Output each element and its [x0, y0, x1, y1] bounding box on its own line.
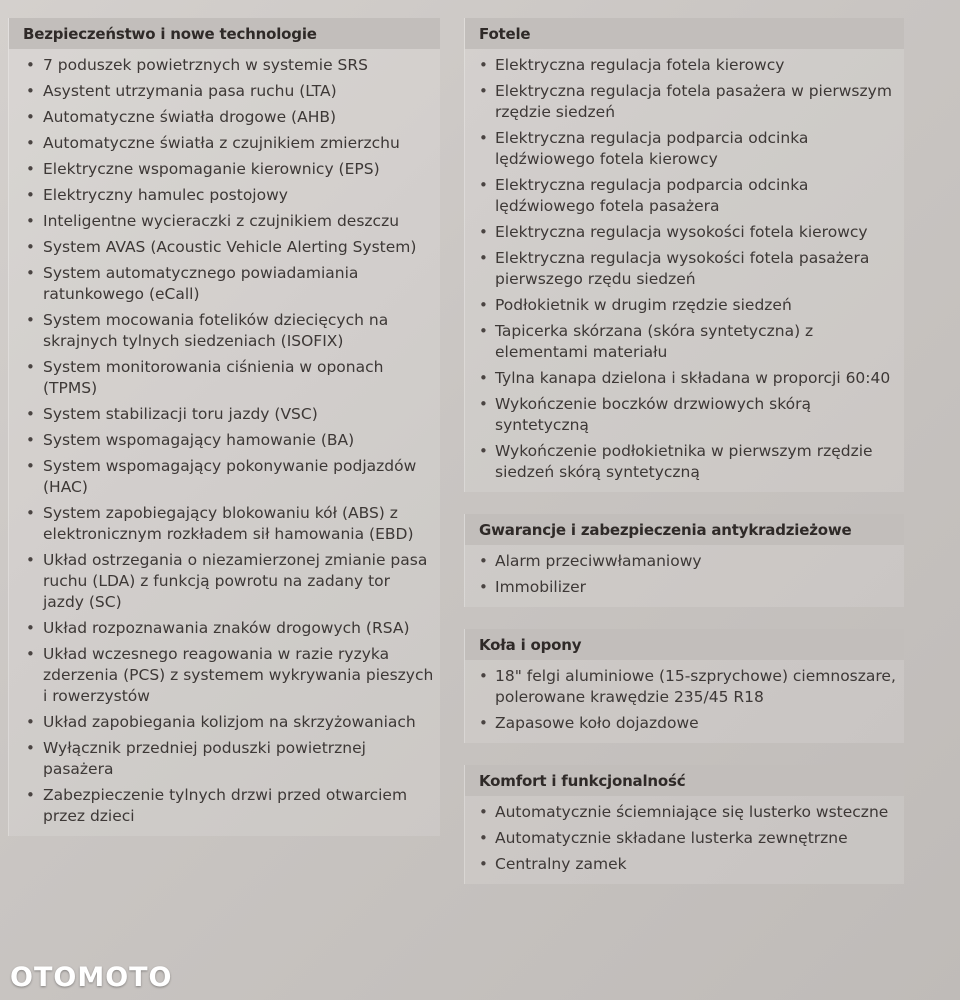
list-item: • Automatyczne światła drogowe (AHB) [9, 105, 440, 131]
list-item: • Automatycznie ściemniające się lusterko wsteczne [465, 800, 904, 826]
list-item: • Inteligentne wycieraczki z czujnikiem deszczu [9, 209, 440, 235]
list-item: • 18" felgi aluminiowe (15-szprychowe) ciemnoszare, polerowane krawędzie 235/45 R18 [465, 664, 904, 711]
list-item: • Tylna kanapa dzielona i składana w proporcji 60:40 [465, 366, 904, 392]
section-wheels [464, 629, 904, 743]
list-item: • Układ zapobiegania kolizjom na skrzyżowaniach [9, 710, 440, 736]
list-item: • Układ ostrzegania o niezamierzonej zmianie pasa ruchu (LDA) z funkcją powrotu na zadany tor jazdy (SC) [9, 548, 440, 616]
list-item: • System zapobiegający blokowaniu kół (ABS) z elektronicznym rozkładem sił hamowania (EBD) [9, 501, 440, 548]
section-safety [8, 18, 440, 836]
left-column [8, 18, 440, 858]
list-item: • Elektryczna regulacja podparcia odcinka lędźwiowego fotela kierowcy [465, 126, 904, 173]
section-title-security: Gwarancje i zabezpieczenia antykradzieżowe [465, 514, 904, 545]
list-item: • Immobilizer [465, 575, 904, 601]
list-item: • Automatycznie składane lusterka zewnętrzne [465, 826, 904, 852]
list-item: • System monitorowania ciśnienia w oponach (TPMS) [9, 355, 440, 402]
list-item: • Automatyczne światła z czujnikiem zmierzchu [9, 131, 440, 157]
list-item: • Podłokietnik w drugim rzędzie siedzeń [465, 293, 904, 319]
comfort-list [465, 796, 904, 878]
list-item: • Tapicerka skórzana (skóra syntetyczna) z elementami materiału [465, 319, 904, 366]
list-item: • Asystent utrzymania pasa ruchu (LTA) [9, 79, 440, 105]
section-seats [464, 18, 904, 492]
list-item: • Układ wczesnego reagowania w razie ryzyka zderzenia (PCS) z systemem wykrywania pieszych i rowerzystów [9, 642, 440, 710]
section-comfort [464, 765, 904, 884]
list-item: • Wykończenie boczków drzwiowych skórą syntetyczną [465, 392, 904, 439]
right-column [464, 18, 904, 906]
list-item: • System stabilizacji toru jazdy (VSC) [9, 402, 440, 428]
section-security [464, 514, 904, 607]
security-list [465, 545, 904, 601]
otomoto-logo: OTOMOTO [10, 962, 173, 993]
list-item: • Elektryczna regulacja fotela pasażera w pierwszym rzędzie siedzeń [465, 79, 904, 126]
list-item: • Elektryczny hamulec postojowy [9, 183, 440, 209]
seats-list [465, 49, 904, 486]
list-item: • Elektryczna regulacja wysokości fotela kierowcy [465, 220, 904, 246]
section-title-comfort: Komfort i funkcjonalność [465, 765, 904, 796]
list-item: • Zabezpieczenie tylnych drzwi przed otwarciem przez dzieci [9, 783, 440, 830]
list-item: • Elektryczna regulacja wysokości fotela pasażera pierwszego rzędu siedzeń [465, 246, 904, 293]
list-item: • Elektryczna regulacja fotela kierowcy [465, 53, 904, 79]
list-item: • System mocowania fotelików dziecięcych na skrajnych tylnych siedzeniach (ISOFIX) [9, 308, 440, 355]
list-item: • System AVAS (Acoustic Vehicle Alerting System) [9, 235, 440, 261]
section-title-safety: Bezpieczeństwo i nowe technologie [9, 18, 440, 49]
list-item: • Alarm przeciwwłamaniowy [465, 549, 904, 575]
list-item: • Elektryczna regulacja podparcia odcinka lędźwiowego fotela pasażera [465, 173, 904, 220]
list-item: • Układ rozpoznawania znaków drogowych (RSA) [9, 616, 440, 642]
list-item: • Centralny zamek [465, 852, 904, 878]
list-item: • Elektryczne wspomaganie kierownicy (EPS) [9, 157, 440, 183]
list-item: • 7 poduszek powietrznych w systemie SRS [9, 53, 440, 79]
list-item: • Wyłącznik przedniej poduszki powietrznej pasażera [9, 736, 440, 783]
section-title-seats: Fotele [465, 18, 904, 49]
list-item: • Wykończenie podłokietnika w pierwszym rzędzie siedzeń skórą syntetyczną [465, 439, 904, 486]
list-item: • System wspomagający hamowanie (BA) [9, 428, 440, 454]
list-item: • System wspomagający pokonywanie podjazdów (HAC) [9, 454, 440, 501]
safety-list [9, 49, 440, 830]
list-item: • System automatycznego powiadamiania ratunkowego (eCall) [9, 261, 440, 308]
wheels-list [465, 660, 904, 737]
list-item: • Zapasowe koło dojazdowe [465, 711, 904, 737]
section-title-wheels: Koła i opony [465, 629, 904, 660]
